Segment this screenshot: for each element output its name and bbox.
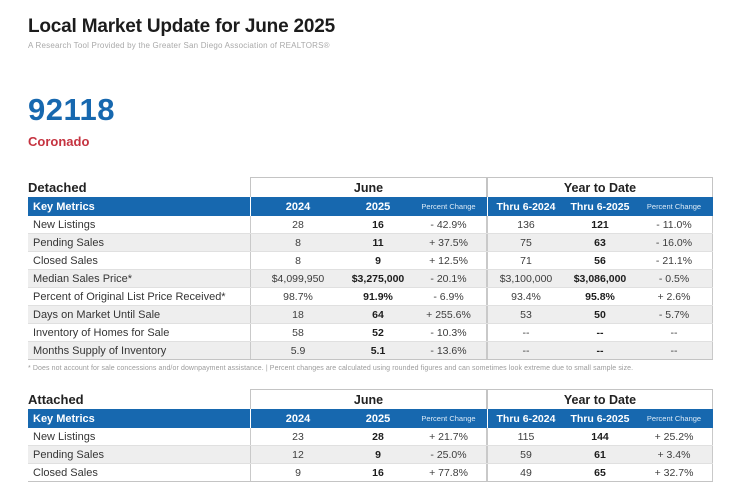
ytd-values (487, 446, 713, 463)
june-values (250, 216, 487, 233)
table-footnote: * Does not account for sale concessions and/or downpayment assistance. | Percent changes are calculated using rounded figures and can sometimes look extreme due to small sample size. (28, 365, 634, 372)
ytd-values (487, 428, 713, 445)
june-values (250, 252, 487, 269)
june-values (250, 342, 487, 359)
detached-table (28, 177, 713, 360)
metric-label: Closed Sales (33, 466, 98, 479)
table-row (28, 234, 713, 252)
metric-value: 9 (375, 448, 381, 461)
section-title: Detached (28, 180, 87, 195)
table-row (28, 288, 713, 306)
metric-label: New Listings (33, 430, 96, 443)
metric-percent-change: + 3.4% (657, 448, 691, 461)
ytd-column-headers (487, 197, 713, 216)
column-header-thru-2024: Thru 6-2024 (496, 412, 556, 425)
metric-percent-change: + 25.2% (654, 430, 694, 443)
metric-value: 121 (591, 218, 609, 231)
column-header-2024: 2024 (285, 200, 311, 213)
june-values (250, 306, 487, 323)
metric-value: 5.9 (290, 344, 306, 357)
metric-value: 75 (520, 236, 532, 249)
metric-value: 50 (594, 308, 606, 321)
table-row (28, 270, 713, 288)
ytd-values (487, 342, 713, 359)
ytd-values (487, 216, 713, 233)
column-header-percent-change: Percent Change (421, 202, 476, 211)
metric-value: 136 (517, 218, 535, 231)
table-group-header-row (28, 177, 713, 197)
metric-value: 63 (594, 236, 606, 249)
metric-percent-change: - 21.1% (655, 254, 693, 267)
table-row (28, 446, 713, 464)
table-row (28, 306, 713, 324)
ytd-values (487, 288, 713, 305)
column-header-2025: 2025 (365, 200, 391, 213)
metric-value: -- (522, 344, 530, 357)
metric-value: $3,275,000 (351, 272, 405, 285)
june-values (250, 464, 487, 481)
metric-value: $3,100,000 (499, 272, 553, 285)
metric-value: 98.7% (283, 290, 313, 303)
ytd-values (487, 324, 713, 341)
column-header-percent-change: Percent Change (646, 202, 702, 211)
metric-value: 9 (375, 254, 381, 267)
metric-value: 9 (295, 466, 301, 479)
column-header-percent-change: Percent Change (421, 414, 476, 423)
june-values (250, 446, 487, 463)
metric-value: 56 (594, 254, 606, 267)
metric-value: 28 (292, 218, 304, 231)
metric-percent-change: - 13.6% (430, 344, 467, 357)
metric-value: 65 (594, 466, 606, 479)
metric-value: 12 (292, 448, 304, 461)
metric-value: 11 (372, 236, 384, 249)
key-metrics-label: Key Metrics (28, 197, 250, 216)
metric-label: Closed Sales (33, 254, 98, 267)
june-column-headers (250, 197, 487, 216)
table-row (28, 342, 713, 360)
metric-value: 64 (372, 308, 384, 321)
metric-label: Pending Sales (33, 448, 104, 461)
metric-value: 52 (372, 326, 384, 339)
metric-value: 144 (591, 430, 609, 443)
column-header-2025: 2025 (365, 412, 391, 425)
metric-label: New Listings (33, 218, 96, 231)
ytd-values (487, 252, 713, 269)
june-values (250, 324, 487, 341)
ytd-values (487, 464, 713, 481)
table-group-header-row (28, 389, 713, 409)
metric-percent-change: + 12.5% (429, 254, 468, 267)
metric-value: 8 (295, 254, 301, 267)
june-values (250, 428, 487, 445)
metric-value: $4,099,950 (271, 272, 325, 285)
location-block (28, 94, 713, 149)
column-header-percent-change: Percent Change (646, 414, 702, 423)
column-header-thru-2025: Thru 6-2025 (570, 412, 630, 425)
metric-value: 16 (372, 218, 384, 231)
metric-percent-change: - 10.3% (430, 326, 467, 339)
key-metrics-bar (28, 197, 713, 216)
metric-percent-change: - 42.9% (430, 218, 467, 231)
june-values (250, 234, 487, 251)
metric-value: -- (596, 326, 604, 339)
metric-value: $3,086,000 (573, 272, 627, 285)
ytd-values (487, 234, 713, 251)
metric-value: 28 (372, 430, 384, 443)
metric-value: 91.9% (363, 290, 393, 303)
metric-value: 49 (520, 466, 532, 479)
ytd-column-headers (487, 409, 713, 428)
metric-value: 115 (517, 430, 535, 443)
table-row (28, 216, 713, 234)
page-title: Local Market Update for June 2025 (28, 16, 336, 37)
metric-percent-change: + 32.7% (654, 466, 694, 479)
ytd-values (487, 306, 713, 323)
metric-percent-change: - 11.0% (656, 218, 692, 231)
metric-value: 59 (520, 448, 532, 461)
metric-label: Months Supply of Inventory (33, 344, 167, 357)
metric-label: Median Sales Price* (33, 272, 133, 285)
metric-value: 8 (295, 236, 301, 249)
metric-label: Inventory of Homes for Sale (33, 326, 170, 339)
metric-percent-change: -- (670, 326, 678, 339)
attached-table (28, 389, 713, 482)
june-values (250, 270, 487, 287)
metric-percent-change: + 2.6% (657, 290, 691, 303)
page-subtitle: A Research Tool Provided by the Greater San Diego Association of REALTORS® (28, 41, 330, 50)
ytd-values (487, 270, 713, 287)
metric-percent-change: + 37.5% (429, 236, 468, 249)
metric-value: 16 (372, 466, 384, 479)
metric-value: -- (522, 326, 530, 339)
metric-value: 53 (520, 308, 532, 321)
metric-value: 18 (292, 308, 304, 321)
metric-value: 5.1 (370, 344, 386, 357)
ytd-group-header: Year to Date (487, 177, 713, 197)
metric-label: Pending Sales (33, 236, 104, 249)
key-metrics-bar (28, 409, 713, 428)
metric-percent-change: - 0.5% (658, 272, 690, 285)
metric-value: 61 (594, 448, 606, 461)
metric-percent-change: - 16.0% (655, 236, 693, 249)
key-metrics-label: Key Metrics (28, 409, 250, 428)
table-row (28, 464, 713, 482)
metric-percent-change: - 25.0% (430, 448, 467, 461)
june-column-headers (250, 409, 487, 428)
metric-value: -- (596, 344, 604, 357)
metric-percent-change: - 6.9% (433, 290, 464, 303)
metric-label: Days on Market Until Sale (33, 308, 161, 321)
column-header-thru-2024: Thru 6-2024 (496, 200, 556, 213)
metric-value: 95.8% (585, 290, 615, 303)
city-name: Coronado (28, 134, 90, 149)
june-values (250, 288, 487, 305)
table-row (28, 428, 713, 446)
ytd-group-header: Year to Date (487, 389, 713, 409)
metric-value: 23 (292, 430, 304, 443)
table-row (28, 324, 713, 342)
metric-percent-change: + 21.7% (429, 430, 468, 443)
metric-percent-change: - 5.7% (658, 308, 690, 321)
june-group-header: June (250, 177, 487, 197)
column-header-2024: 2024 (285, 412, 311, 425)
metric-percent-change: + 77.8% (429, 466, 468, 479)
table-row (28, 252, 713, 270)
section-title: Attached (28, 392, 84, 407)
report-header (0, 0, 741, 50)
metric-value: 71 (520, 254, 532, 267)
zip-code: 92118 (28, 92, 115, 127)
metric-percent-change: - 20.1% (430, 272, 467, 285)
metric-label: Percent of Original List Price Received* (33, 290, 226, 303)
metric-percent-change: + 255.6% (426, 308, 471, 321)
column-header-thru-2025: Thru 6-2025 (570, 200, 630, 213)
metric-value: 58 (292, 326, 304, 339)
metric-value: 93.4% (511, 290, 541, 303)
june-group-header: June (250, 389, 487, 409)
metric-percent-change: -- (670, 344, 678, 357)
